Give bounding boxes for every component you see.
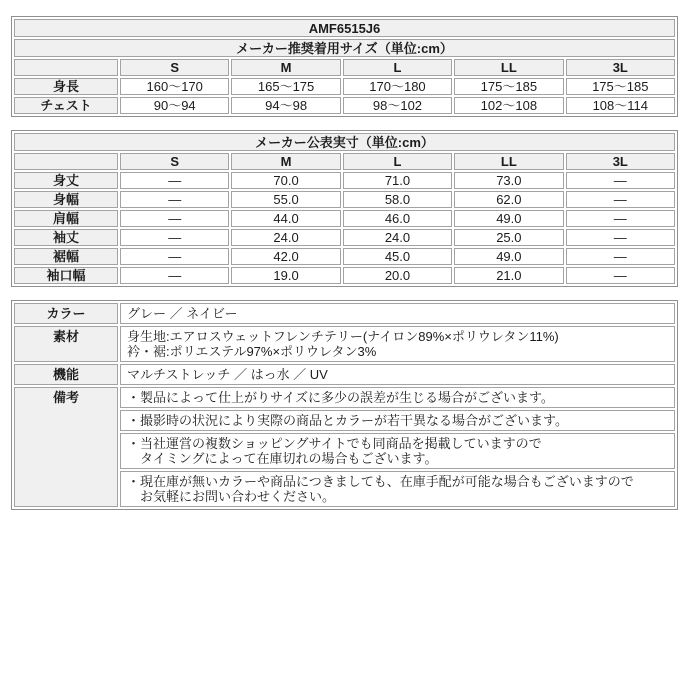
chest-row [14, 97, 675, 114]
material-value [120, 326, 675, 362]
corner-cell [14, 59, 118, 76]
cell: — [120, 191, 229, 208]
notes-row-1 [14, 387, 675, 408]
row-label-hem-width: 裾幅 [14, 248, 118, 265]
size-col-header-m: M [231, 59, 340, 76]
detail-label-color: カラー [14, 303, 118, 324]
row-label-body-width: 身幅 [14, 191, 118, 208]
size-col-header-ll: LL [454, 153, 563, 170]
detail-label-material: 素材 [14, 326, 118, 362]
cell: 42.0 [231, 248, 340, 265]
note-item-3-line-2: タイミングによって在庫切れの場合もございます。 [140, 451, 438, 466]
chest-value-3l: 108～114 [566, 97, 675, 114]
cell: — [120, 267, 229, 284]
chest-value-ll: 102～108 [454, 97, 563, 114]
cell: — [120, 229, 229, 246]
size-col-header-3l: 3L [566, 153, 675, 170]
table-title-row [14, 133, 675, 151]
cell: — [566, 191, 675, 208]
cell: 24.0 [343, 229, 452, 246]
height-value-ll: 175～185 [454, 78, 563, 95]
cell: 20.0 [343, 267, 452, 284]
cell: — [566, 229, 675, 246]
row-label-height: 身長 [14, 78, 118, 95]
product-code: AMF6515J6 [14, 19, 675, 37]
size-col-header-l: L [343, 59, 452, 76]
product-code-row [14, 19, 675, 37]
cell: 49.0 [454, 210, 563, 227]
cell: 21.0 [454, 267, 563, 284]
detail-label-function: 機能 [14, 364, 118, 385]
cell: — [120, 172, 229, 189]
cell: 73.0 [454, 172, 563, 189]
color-row [14, 303, 675, 324]
detail-label-notes: 備考 [14, 387, 118, 507]
corner-cell [14, 153, 118, 170]
height-value-m: 165～175 [231, 78, 340, 95]
cell: 19.0 [231, 267, 340, 284]
cell: 58.0 [343, 191, 452, 208]
cell: 46.0 [343, 210, 452, 227]
color-value: グレー ／ ネイビー [120, 303, 675, 324]
size-col-header-l: L [343, 153, 452, 170]
product-details-table [11, 300, 678, 510]
note-item-4-line-1: ・現在庫が無いカラーや商品につきましても、在庫手配が可能な場合もございますので [127, 474, 634, 489]
row-label-chest: チェスト [14, 97, 118, 114]
actual-size-table [11, 130, 678, 287]
cell: 62.0 [454, 191, 563, 208]
size-col-header-s: S [120, 153, 229, 170]
material-line-2: 衿・裾:ポリエステル97%×ポリウレタン3% [127, 344, 377, 359]
table-title-row [14, 39, 675, 57]
height-value-3l: 175～185 [566, 78, 675, 95]
cell: — [120, 210, 229, 227]
function-value: マルチストレッチ ／ はっ水 ／ UV [120, 364, 675, 385]
chest-value-s: 90～94 [120, 97, 229, 114]
cell: 55.0 [231, 191, 340, 208]
note-item-1: ・製品によって仕上がりサイズに多少の誤差が生じる場合がございます。 [120, 387, 675, 408]
size-col-header-3l: 3L [566, 59, 675, 76]
note-item-4-line-2: お気軽にお問い合わせください。 [140, 489, 336, 504]
recommended-size-title: メーカー推奨着用サイズ（単位:cm） [14, 39, 675, 57]
note-item-2: ・撮影時の状況により実際の商品とカラーが若干異なる場合がございます。 [120, 410, 675, 431]
size-col-header-ll: LL [454, 59, 563, 76]
function-row [14, 364, 675, 385]
row-label-sleeve-length: 袖丈 [14, 229, 118, 246]
hem-width-row [14, 248, 675, 265]
size-header-row [14, 59, 675, 76]
cell: 25.0 [454, 229, 563, 246]
material-line-1: 身生地:エアロスウェットフレンチテリー(ナイロン89%×ポリウレタン11%) [127, 329, 559, 344]
note-item-3 [120, 433, 675, 469]
cell: 45.0 [343, 248, 452, 265]
actual-size-title: メーカー公表実寸（単位:cm） [14, 133, 675, 151]
cell: 70.0 [231, 172, 340, 189]
row-label-shoulder-width: 肩幅 [14, 210, 118, 227]
cell: 71.0 [343, 172, 452, 189]
cell: — [566, 248, 675, 265]
note-item-4 [120, 471, 675, 507]
cell: — [566, 172, 675, 189]
recommended-size-table [11, 16, 678, 117]
size-col-header-m: M [231, 153, 340, 170]
cell: 24.0 [231, 229, 340, 246]
size-col-header-s: S [120, 59, 229, 76]
cell: 49.0 [454, 248, 563, 265]
body-length-row [14, 172, 675, 189]
body-width-row [14, 191, 675, 208]
cell: — [566, 267, 675, 284]
size-header-row [14, 153, 675, 170]
note-item-3-line-1: ・当社運営の複数ショッピングサイトでも同商品を掲載していますので [127, 436, 542, 451]
height-value-s: 160～170 [120, 78, 229, 95]
chest-value-m: 94～98 [231, 97, 340, 114]
sleeve-length-row [14, 229, 675, 246]
material-row [14, 326, 675, 362]
height-value-l: 170～180 [343, 78, 452, 95]
chest-value-l: 98～102 [343, 97, 452, 114]
cuff-width-row [14, 267, 675, 284]
cell: — [120, 248, 229, 265]
row-label-body-length: 身丈 [14, 172, 118, 189]
cell: — [566, 210, 675, 227]
height-row [14, 78, 675, 95]
shoulder-width-row [14, 210, 675, 227]
row-label-cuff-width: 袖口幅 [14, 267, 118, 284]
cell: 44.0 [231, 210, 340, 227]
